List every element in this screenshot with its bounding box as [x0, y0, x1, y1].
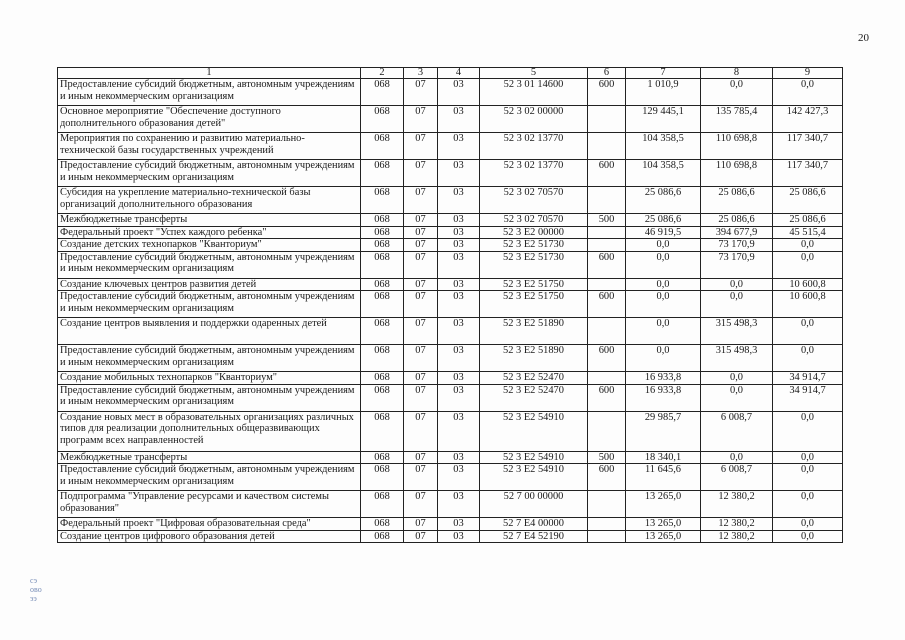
- amount-col8: 110 698,8: [701, 160, 773, 187]
- amount-col9: 0,0: [773, 518, 843, 531]
- code-subsection: 03: [438, 491, 480, 518]
- row-name: Предоставление субсидий бюджетным, автономным учреждениям и иным некоммерческим организациям: [58, 79, 361, 106]
- code-target: 52 3 02 13770: [480, 133, 588, 160]
- column-header: 9: [773, 68, 843, 79]
- amount-col9: 0,0: [773, 79, 843, 106]
- code-section: 07: [404, 106, 438, 133]
- table-row: [58, 530, 843, 543]
- table-row: [58, 226, 843, 239]
- row-name: Предоставление субсидий бюджетным, автономным учреждениям и иным некоммерческим организациям: [58, 251, 361, 278]
- code-section: 07: [404, 239, 438, 252]
- amount-col8: 0,0: [701, 291, 773, 318]
- amount-col7: 16 933,8: [626, 384, 701, 411]
- table-row: [58, 133, 843, 160]
- code-ministry: 068: [361, 278, 404, 291]
- code-target: 52 3 02 70570: [480, 187, 588, 214]
- amount-col8: 25 086,6: [701, 214, 773, 227]
- row-name: Создание мобильных технопарков "Кванториум": [58, 372, 361, 385]
- row-name: Межбюджетные трансферты: [58, 214, 361, 227]
- code-expense-type: [588, 278, 626, 291]
- code-ministry: 068: [361, 518, 404, 531]
- amount-col7: 13 265,0: [626, 491, 701, 518]
- amount-col8: 25 086,6: [701, 187, 773, 214]
- row-name: Подпрограмма "Управление ресурсами и качеством системы образования": [58, 491, 361, 518]
- amount-col9: 0,0: [773, 530, 843, 543]
- code-section: 07: [404, 518, 438, 531]
- code-section: 07: [404, 187, 438, 214]
- table-row: [58, 239, 843, 252]
- code-subsection: 03: [438, 251, 480, 278]
- row-name: Создание ключевых центров развития детей: [58, 278, 361, 291]
- code-subsection: 03: [438, 278, 480, 291]
- row-name: Субсидия на укрепление материально-технической базы организаций дополнительного образования: [58, 187, 361, 214]
- code-section: 07: [404, 530, 438, 543]
- code-expense-type: 600: [588, 345, 626, 372]
- code-expense-type: [588, 187, 626, 214]
- amount-col8: 12 380,2: [701, 491, 773, 518]
- amount-col9: 0,0: [773, 451, 843, 464]
- code-ministry: 068: [361, 160, 404, 187]
- code-target: 52 3 E2 51750: [480, 291, 588, 318]
- code-expense-type: [588, 318, 626, 345]
- handwritten-mark: ово: [30, 585, 42, 594]
- amount-col7: 129 445,1: [626, 106, 701, 133]
- code-subsection: 03: [438, 79, 480, 106]
- code-target: 52 3 E2 51890: [480, 345, 588, 372]
- amount-col8: 110 698,8: [701, 133, 773, 160]
- code-section: 07: [404, 291, 438, 318]
- code-expense-type: 500: [588, 214, 626, 227]
- code-expense-type: 600: [588, 464, 626, 491]
- code-expense-type: [588, 133, 626, 160]
- amount-col7: 0,0: [626, 251, 701, 278]
- code-expense-type: [588, 226, 626, 239]
- code-ministry: 068: [361, 187, 404, 214]
- amount-col7: 29 985,7: [626, 411, 701, 451]
- amount-col8: 12 380,2: [701, 518, 773, 531]
- row-name: Предоставление субсидий бюджетным, автономным учреждениям и иным некоммерческим организациям: [58, 464, 361, 491]
- code-target: 52 3 E2 51750: [480, 278, 588, 291]
- code-target: 52 3 E2 00000: [480, 226, 588, 239]
- amount-col9: 34 914,7: [773, 372, 843, 385]
- amount-col9: 0,0: [773, 318, 843, 345]
- amount-col7: 0,0: [626, 345, 701, 372]
- column-header: 1: [58, 68, 361, 79]
- code-section: 07: [404, 226, 438, 239]
- code-expense-type: [588, 530, 626, 543]
- code-subsection: 03: [438, 345, 480, 372]
- amount-col7: 11 645,6: [626, 464, 701, 491]
- code-ministry: 068: [361, 214, 404, 227]
- row-name: Создание детских технопарков "Кванториум": [58, 239, 361, 252]
- table-row: [58, 411, 843, 451]
- code-section: 07: [404, 251, 438, 278]
- code-ministry: 068: [361, 372, 404, 385]
- code-target: 52 7 00 00000: [480, 491, 588, 518]
- code-target: 52 3 E2 51730: [480, 239, 588, 252]
- amount-col9: 0,0: [773, 411, 843, 451]
- amount-col8: 73 170,9: [701, 251, 773, 278]
- amount-col9: 117 340,7: [773, 160, 843, 187]
- code-section: 07: [404, 318, 438, 345]
- code-section: 07: [404, 79, 438, 106]
- column-header: 4: [438, 68, 480, 79]
- amount-col8: 6 008,7: [701, 411, 773, 451]
- code-subsection: 03: [438, 239, 480, 252]
- amount-col7: 13 265,0: [626, 518, 701, 531]
- row-name: Предоставление субсидий бюджетным, автономным учреждениям и иным некоммерческим организациям: [58, 345, 361, 372]
- table-row: [58, 79, 843, 106]
- amount-col7: 16 933,8: [626, 372, 701, 385]
- code-ministry: 068: [361, 79, 404, 106]
- code-ministry: 068: [361, 226, 404, 239]
- handwritten-marks: [30, 576, 42, 603]
- code-subsection: 03: [438, 384, 480, 411]
- code-target: 52 3 02 13770: [480, 160, 588, 187]
- code-subsection: 03: [438, 411, 480, 451]
- amount-col8: 0,0: [701, 384, 773, 411]
- code-section: 07: [404, 451, 438, 464]
- code-section: 07: [404, 372, 438, 385]
- amount-col9: 0,0: [773, 345, 843, 372]
- row-name: Создание новых мест в образовательных организациях различных типов для реализации дополнительных общеразвивающих программ всех направленностей: [58, 411, 361, 451]
- code-ministry: 068: [361, 411, 404, 451]
- code-target: 52 3 E2 52470: [480, 372, 588, 385]
- amount-col7: 46 919,5: [626, 226, 701, 239]
- amount-col9: 0,0: [773, 239, 843, 252]
- amount-col7: 1 010,9: [626, 79, 701, 106]
- amount-col7: 18 340,1: [626, 451, 701, 464]
- amount-col8: 315 498,3: [701, 345, 773, 372]
- code-expense-type: [588, 372, 626, 385]
- amount-col8: 73 170,9: [701, 239, 773, 252]
- amount-col7: 104 358,5: [626, 133, 701, 160]
- code-section: 07: [404, 384, 438, 411]
- code-subsection: 03: [438, 214, 480, 227]
- code-subsection: 03: [438, 291, 480, 318]
- code-ministry: 068: [361, 251, 404, 278]
- amount-col8: 0,0: [701, 451, 773, 464]
- code-expense-type: 600: [588, 79, 626, 106]
- code-ministry: 068: [361, 291, 404, 318]
- amount-col7: 25 086,6: [626, 214, 701, 227]
- table-row: [58, 251, 843, 278]
- row-name: Предоставление субсидий бюджетным, автономным учреждениям и иным некоммерческим организациям: [58, 384, 361, 411]
- amount-col7: 0,0: [626, 239, 701, 252]
- amount-col7: 104 358,5: [626, 160, 701, 187]
- column-header: 5: [480, 68, 588, 79]
- code-target: 52 7 E4 52190: [480, 530, 588, 543]
- table-row: [58, 160, 843, 187]
- code-expense-type: 600: [588, 160, 626, 187]
- amount-col7: 0,0: [626, 291, 701, 318]
- table-row: [58, 451, 843, 464]
- row-name: Межбюджетные трансферты: [58, 451, 361, 464]
- row-name: Создание центров цифрового образования детей: [58, 530, 361, 543]
- table-row: [58, 106, 843, 133]
- amount-col9: 10 600,8: [773, 278, 843, 291]
- table-row: [58, 345, 843, 372]
- amount-col8: 6 008,7: [701, 464, 773, 491]
- handwritten-mark: ээ: [30, 594, 37, 603]
- budget-table: [57, 67, 843, 543]
- amount-col7: 0,0: [626, 318, 701, 345]
- code-subsection: 03: [438, 451, 480, 464]
- amount-col7: 13 265,0: [626, 530, 701, 543]
- code-ministry: 068: [361, 106, 404, 133]
- column-header: 8: [701, 68, 773, 79]
- amount-col9: 25 086,6: [773, 214, 843, 227]
- amount-col8: 135 785,4: [701, 106, 773, 133]
- code-expense-type: [588, 491, 626, 518]
- code-ministry: 068: [361, 530, 404, 543]
- row-name: Федеральный проект "Цифровая образовательная среда": [58, 518, 361, 531]
- code-subsection: 03: [438, 518, 480, 531]
- table-row: [58, 187, 843, 214]
- row-name: Предоставление субсидий бюджетным, автономным учреждениям и иным некоммерческим организациям: [58, 291, 361, 318]
- code-expense-type: 500: [588, 451, 626, 464]
- amount-col9: 45 515,4: [773, 226, 843, 239]
- amount-col8: 12 380,2: [701, 530, 773, 543]
- code-ministry: 068: [361, 384, 404, 411]
- amount-col8: 0,0: [701, 79, 773, 106]
- code-subsection: 03: [438, 530, 480, 543]
- code-expense-type: 600: [588, 384, 626, 411]
- code-subsection: 03: [438, 133, 480, 160]
- code-subsection: 03: [438, 318, 480, 345]
- column-header: 7: [626, 68, 701, 79]
- code-section: 07: [404, 464, 438, 491]
- table-row: [58, 491, 843, 518]
- amount-col9: 10 600,8: [773, 291, 843, 318]
- code-target: 52 3 E2 54910: [480, 464, 588, 491]
- amount-col9: 25 086,6: [773, 187, 843, 214]
- code-expense-type: 600: [588, 291, 626, 318]
- code-section: 07: [404, 278, 438, 291]
- amount-col9: 34 914,7: [773, 384, 843, 411]
- amount-col9: 0,0: [773, 251, 843, 278]
- code-section: 07: [404, 214, 438, 227]
- row-name: Мероприятия по сохранению и развитию материально-технической базы государственных учреждений: [58, 133, 361, 160]
- code-ministry: 068: [361, 318, 404, 345]
- column-header: 6: [588, 68, 626, 79]
- code-target: 52 3 E2 54910: [480, 411, 588, 451]
- code-ministry: 068: [361, 239, 404, 252]
- code-section: 07: [404, 160, 438, 187]
- handwritten-mark: сэ: [30, 576, 38, 585]
- amount-col7: 25 086,6: [626, 187, 701, 214]
- code-ministry: 068: [361, 451, 404, 464]
- code-target: 52 3 E2 51890: [480, 318, 588, 345]
- amount-col9: 0,0: [773, 464, 843, 491]
- code-target: 52 3 E2 52470: [480, 384, 588, 411]
- amount-col8: 0,0: [701, 278, 773, 291]
- table-row: [58, 278, 843, 291]
- amount-col9: 117 340,7: [773, 133, 843, 160]
- code-section: 07: [404, 133, 438, 160]
- table-row: [58, 291, 843, 318]
- code-section: 07: [404, 345, 438, 372]
- table-row: [58, 384, 843, 411]
- code-section: 07: [404, 491, 438, 518]
- table-row: [58, 214, 843, 227]
- code-subsection: 03: [438, 372, 480, 385]
- code-target: 52 3 01 14600: [480, 79, 588, 106]
- row-name: Федеральный проект "Успех каждого ребенка": [58, 226, 361, 239]
- code-subsection: 03: [438, 160, 480, 187]
- code-expense-type: [588, 106, 626, 133]
- code-expense-type: [588, 518, 626, 531]
- code-expense-type: 600: [588, 251, 626, 278]
- column-header: 3: [404, 68, 438, 79]
- page-number: 20: [858, 32, 869, 44]
- amount-col8: 315 498,3: [701, 318, 773, 345]
- amount-col9: 0,0: [773, 491, 843, 518]
- amount-col9: 142 427,3: [773, 106, 843, 133]
- code-target: 52 3 02 00000: [480, 106, 588, 133]
- code-ministry: 068: [361, 133, 404, 160]
- code-expense-type: [588, 411, 626, 451]
- code-subsection: 03: [438, 106, 480, 133]
- row-name: Основное мероприятие "Обеспечение доступного дополнительного образования детей": [58, 106, 361, 133]
- table-row: [58, 318, 843, 345]
- table-row: [58, 464, 843, 491]
- code-target: 52 3 02 70570: [480, 214, 588, 227]
- row-name: Создание центров выявления и поддержки одаренных детей: [58, 318, 361, 345]
- code-subsection: 03: [438, 464, 480, 491]
- amount-col8: 394 677,9: [701, 226, 773, 239]
- amount-col7: 0,0: [626, 278, 701, 291]
- code-target: 52 3 E2 54910: [480, 451, 588, 464]
- code-ministry: 068: [361, 491, 404, 518]
- code-expense-type: [588, 239, 626, 252]
- code-target: 52 7 E4 00000: [480, 518, 588, 531]
- code-subsection: 03: [438, 187, 480, 214]
- row-name: Предоставление субсидий бюджетным, автономным учреждениям и иным некоммерческим организациям: [58, 160, 361, 187]
- column-header: 2: [361, 68, 404, 79]
- amount-col8: 0,0: [701, 372, 773, 385]
- code-ministry: 068: [361, 464, 404, 491]
- table-row: [58, 372, 843, 385]
- code-ministry: 068: [361, 345, 404, 372]
- code-section: 07: [404, 411, 438, 451]
- code-subsection: 03: [438, 226, 480, 239]
- code-target: 52 3 E2 51730: [480, 251, 588, 278]
- header-row: [58, 68, 843, 79]
- table-row: [58, 518, 843, 531]
